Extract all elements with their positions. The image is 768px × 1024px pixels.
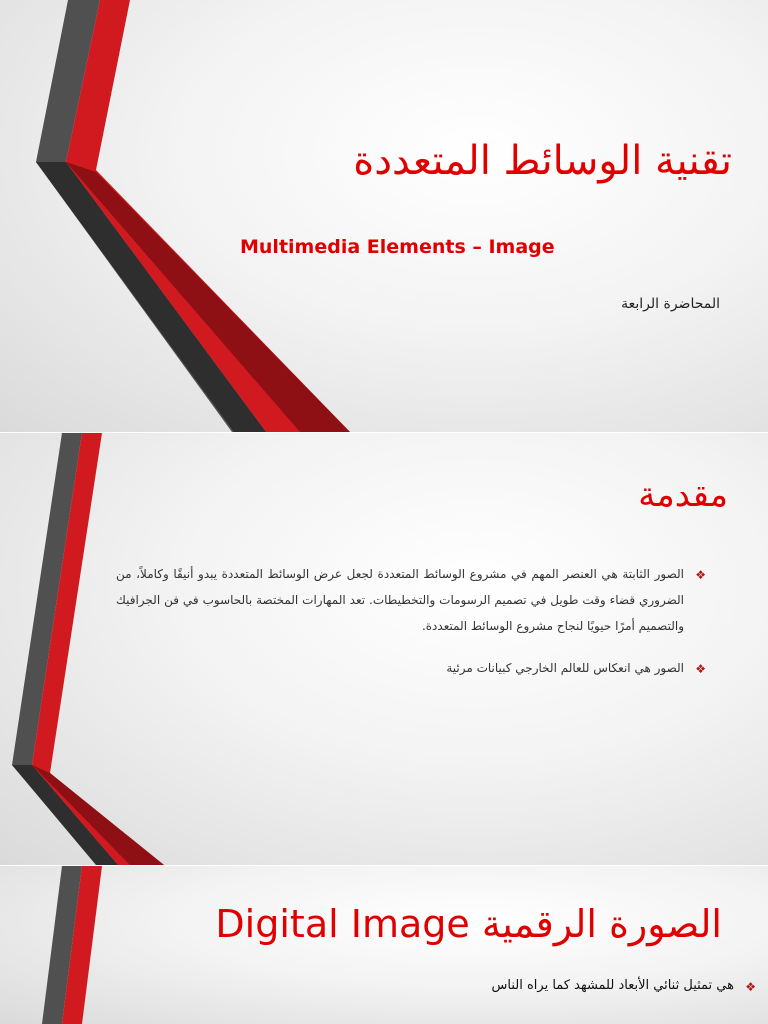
slide-title: مقدمة [638,475,728,515]
decorative-stripes [0,0,768,432]
list-item [116,561,706,639]
slide-introduction [0,433,768,865]
presentation-title: تقنية الوسائط المتعددة [353,138,732,184]
bullet-text: هي تمثيل ثنائي الأبعاد للمشهد كما يراه الناس [491,978,734,993]
lecture-number: المحاضرة الرابعة [621,296,720,312]
title-arabic: الصورة الرقمية [481,902,722,946]
list-item [116,655,706,681]
diamond-bullet-icon: ❖ [695,662,706,676]
list-item [492,978,756,993]
title-english: Digital Image [215,902,470,946]
bullet-text: الصور هي انعكاس للعالم الخارجي كبيانات مرئية [446,661,684,675]
slide-title [0,0,768,432]
bullet-list [116,561,706,697]
bullet-text: الصور الثابتة هي العنصر المهم في مشروع الوسائط المتعددة لجعل عرض الوسائط المتعددة يبدو أنيقًا وكاملاً، من الضروري قضاء وقت طويل في تصميم الرسومات والتخطيطات. تعد المهارات المختصة بالحاسوب في فن الجرافيك والتصميم أمرًا حيويًا لنجاح مشروع الوسائط المتعددة. [116,567,684,633]
slide-title [215,902,722,946]
presentation-subtitle: Multimedia Elements – Image [240,236,555,258]
slide-digital-image [0,866,768,1024]
diamond-bullet-icon: ❖ [745,980,756,994]
diamond-bullet-icon: ❖ [695,568,706,582]
